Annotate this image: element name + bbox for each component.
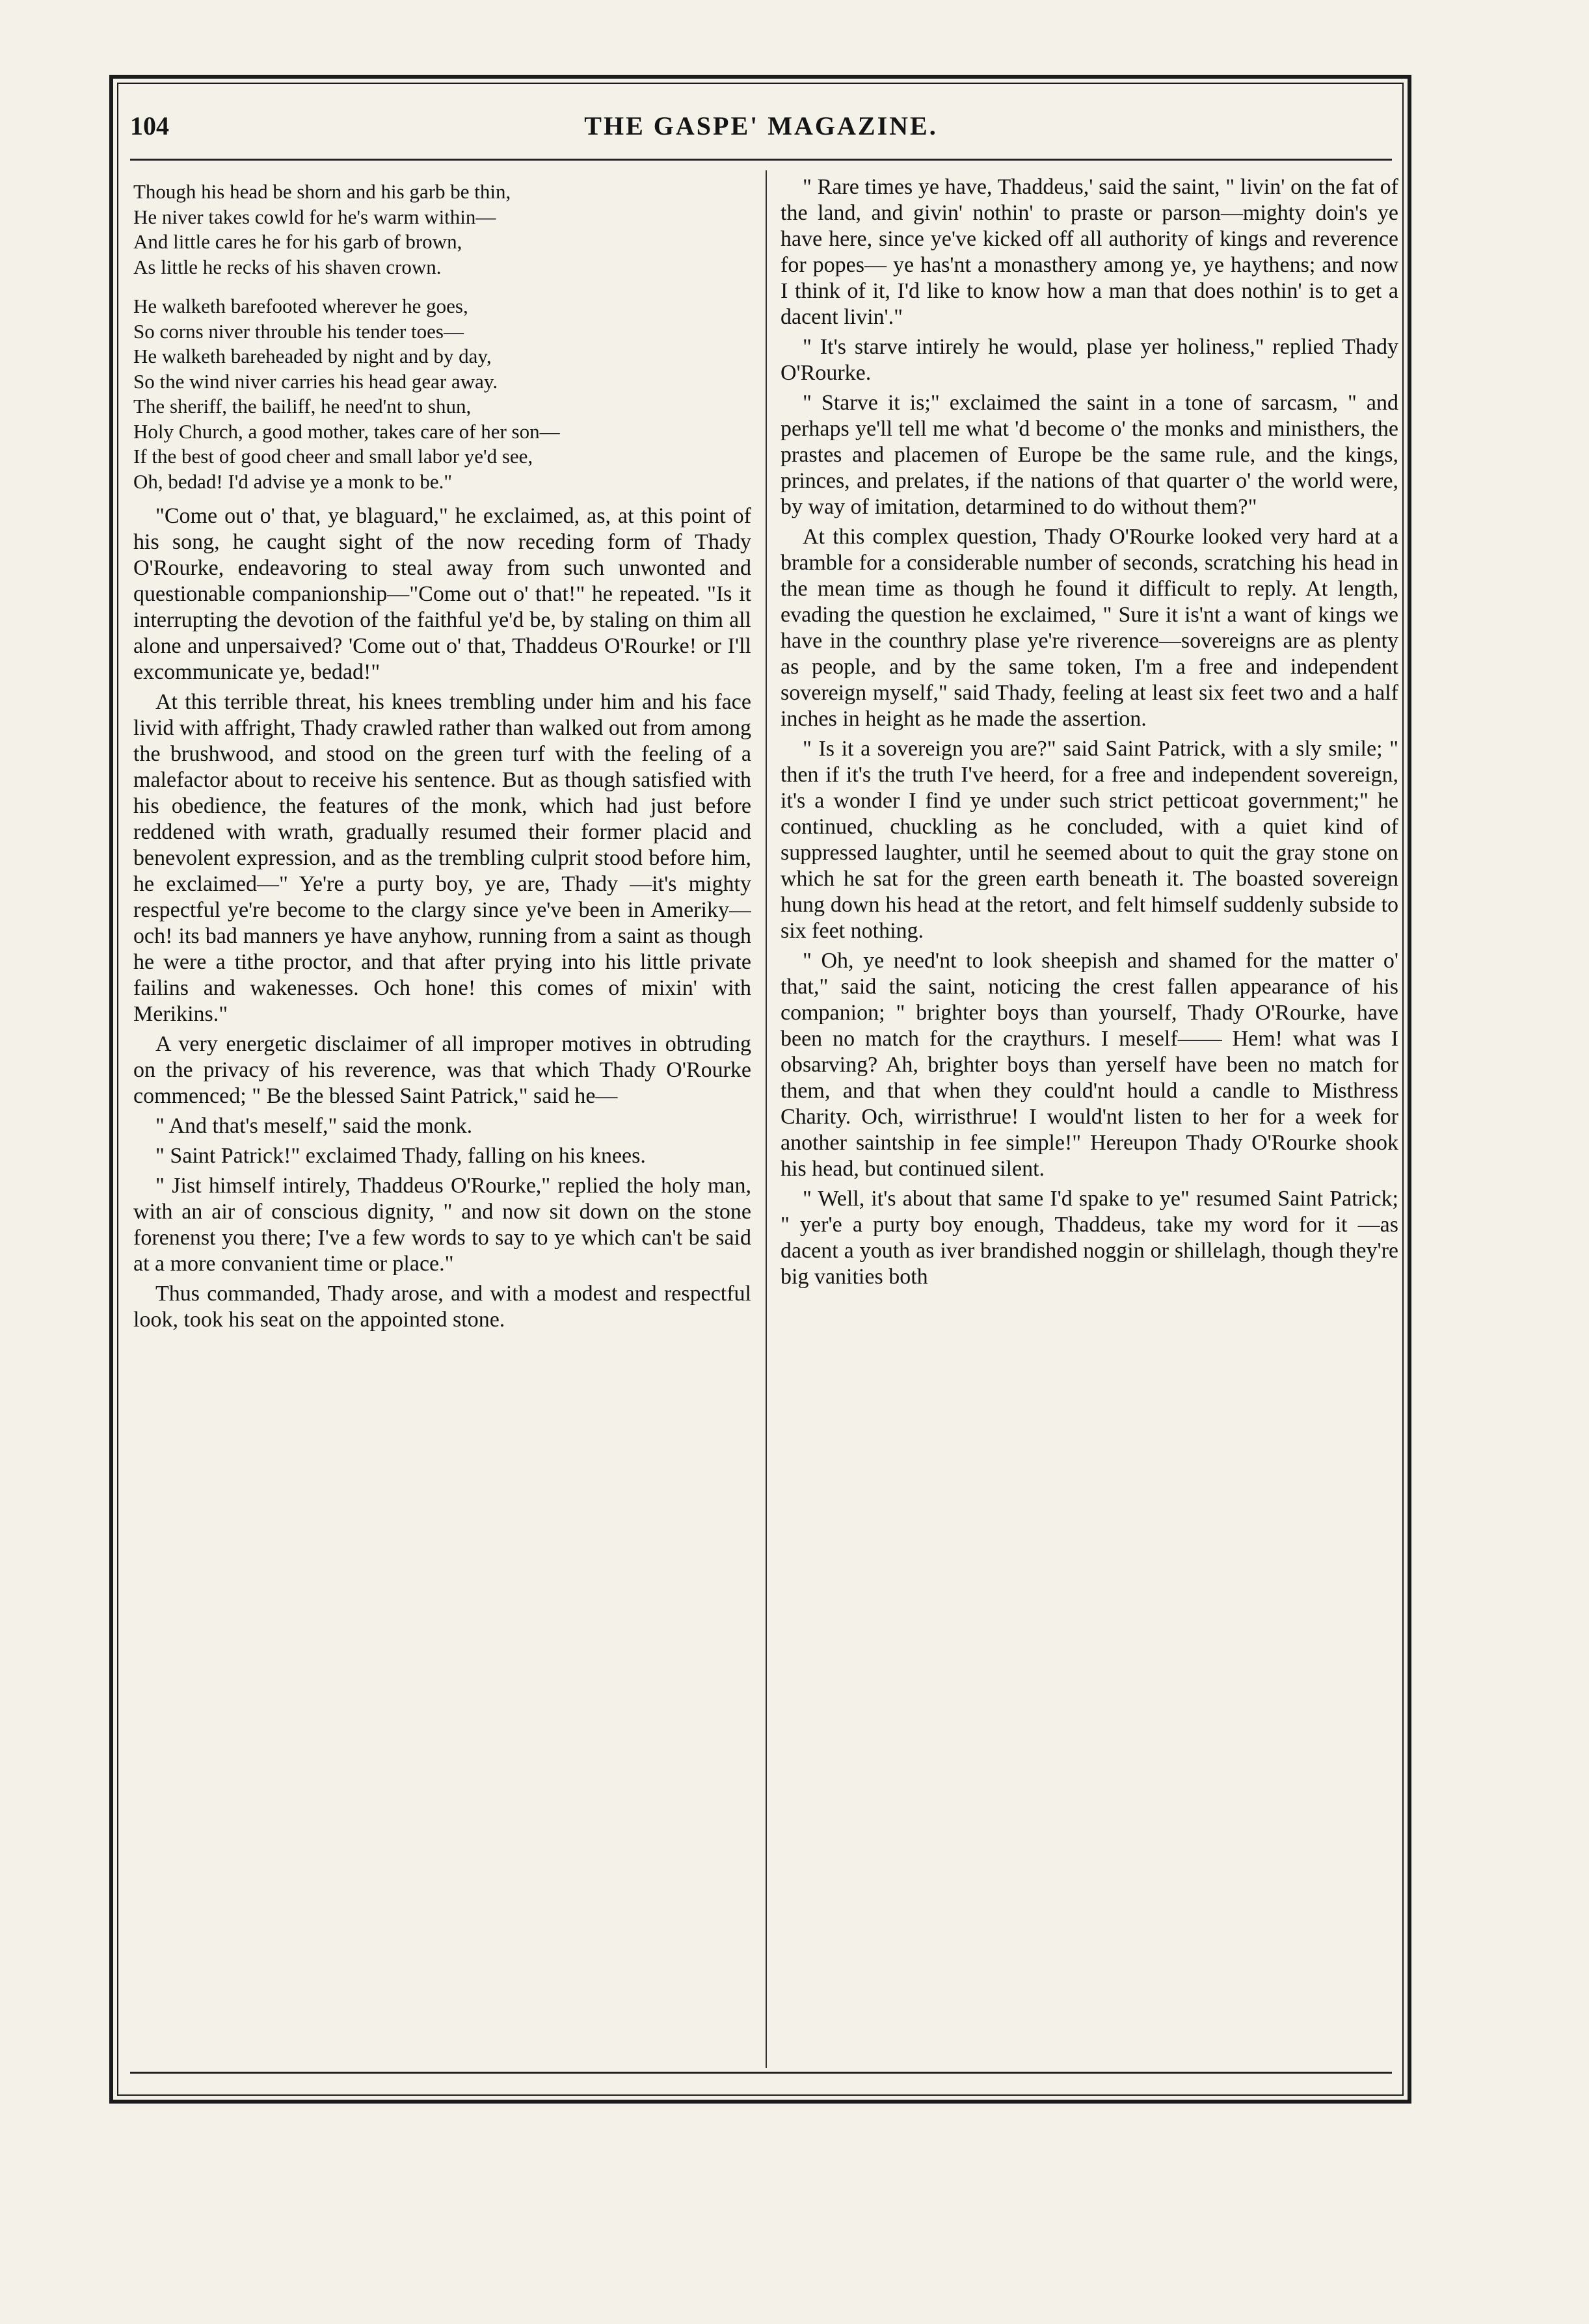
verse-line: As little he recks of his shaven crown. <box>133 255 442 278</box>
page-number: 104 <box>130 111 169 140</box>
paragraph: " And that's meself," said the monk. <box>155 1114 473 1138</box>
verse-line: So corns niver throuble his tender toes— <box>133 319 464 343</box>
verse-line: He niver takes cowld for he's warm within— <box>133 205 496 228</box>
paragraph: " It's starve intirely he would, plase yer holiness," replied Thady O'Rourke. <box>781 335 1398 385</box>
paragraph: " Rare times ye have, Thaddeus,' said the saint, " livin' on the fat of the land, and givin' nothin' to praste or parson—mighty doin's ye have here, since ye've kicked off all authority of kings and reverence for popes— ye has'nt a monasthery among ye, ye haythens; and now I think of it, I'd like to know how a man that does nothin' is to get a dacent livin'." <box>781 175 1398 329</box>
left-column <box>133 174 751 2060</box>
paragraph: At this complex question, Thady O'Rourke looked very hard at a bramble for a considerable number of seconds, scratching his head in the mean time as though he found it difficult to reply. At length, evading the question he exclaimed, " Sure it is'nt a want of kings we have in the counthry plase ye're riverence—sovereigns are as plenty as people, and by the same token, I'm a free and independent sovereign myself," said Thady, feeling at least six feet two and a half inches in height as he made the assertion. <box>781 525 1398 731</box>
paragraph: " Saint Patrick!" exclaimed Thady, falling on his knees. <box>155 1144 646 1168</box>
paragraph: Thus commanded, Thady arose, and with a modest and respectful look, took his seat on the appointed stone. <box>133 1282 751 1332</box>
paragraph: " Jist himself intirely, Thaddeus O'Rourke," replied the holy man, with an air of conscious dignity, " and now sit down on the stone forenenst you there; I've a few words to say to ye which can't be said at a more convanient time or place." <box>133 1174 751 1276</box>
verse-line: Oh, bedad! I'd advise ye a monk to be." <box>133 469 452 493</box>
verse-line: He walketh barefooted wherever he goes, <box>133 295 468 317</box>
right-column <box>781 174 1398 2060</box>
paragraph: "Come out o' that, ye blaguard," he exclaimed, as, at this point of his song, he caught sight of the now receding form of Thady O'Rourke, endeavoring to steal away from such unwonted and questionable companionship—"Come out o' that!" he repeated. "Is it interrupting the devotion of the faithful ye'd be, by staling on thim all alone and unpersaived? 'Come out o' that, Thaddeus O'Rourke! or I'll excommunicate ye, bedad!" <box>133 504 751 684</box>
verse-line: Holy Church, a good mother, takes care of her son— <box>133 419 560 443</box>
paragraph: " Starve it is;" exclaimed the saint in a tone of sarcasm, " and perhaps ye'll tell me what 'd become o' the monks and ministhers, the prastes and placemen of Europe be the same rule, and the kings, princes, and prelates, if the nations of that quarter o' the world were, by way of imitation, detarmined to do without them?" <box>781 391 1398 519</box>
verse-line: The sheriff, the bailiff, he need'nt to shun, <box>133 395 472 417</box>
paragraph: " Oh, ye need'nt to look sheepish and shamed for the matter o' that," said the saint, noticing the crest fallen appearance of his companion; " brighter boys than yourself, Thady O'Rourke, have been no match for the craythurs. I meself—— Hem! what was I obsarving? Ah, brighter boys than yerself have been no match for them, and that when they could'nt hould a candle to Misthress Charity. Och, wirristhrue! I would'nt listen to her for a week for another saintship in fee simple!" Hereupon Thady O'Rourke shook his head, but continued silent. <box>781 949 1398 1181</box>
bottom-rule <box>130 2072 1392 2074</box>
verse-line: And little cares he for his garb of brown, <box>133 230 462 253</box>
verse-line: If the best of good cheer and small labor ye'd see, <box>133 445 533 468</box>
verse-line: Though his head be shorn and his garb be thin, <box>133 180 511 203</box>
song-verse <box>133 179 751 494</box>
paragraph: " Well, it's about that same I'd spake to ye" resumed Saint Patrick; " yer'e a purty boy enough, Thaddeus, take my word for it —as dacent a youth as iver brandished noggin or shillelagh, though they're big vanities both <box>781 1187 1398 1289</box>
page-header <box>130 111 1392 150</box>
stanza-gap <box>133 280 751 294</box>
verse-line: So the wind niver carries his head gear away. <box>133 369 498 393</box>
verse-line: He walketh bareheaded by night and by day, <box>133 345 492 367</box>
column-rule <box>766 170 767 2068</box>
running-title: THE GASPE' MAGAZINE. <box>584 111 938 140</box>
paragraph: At this terrible threat, his knees trembling under him and his face livid with affright, Thady crawled rather than walked out from among the brushwood, and stood on the green turf with the feeling of a malefactor about to receive his sentence. But as though satisfied with his obedience, the features of the monk, which had just before reddened with wrath, gradually resumed their former placid and benevolent expression, and as the trembling culprit stood before him, he exclaimed—" Ye're a purty boy, ye are, Thady —it's mighty respectful ye're become to the clargy since ye've been in Ameriky—och! its bad manners ye have anyhow, running from a saint as though he were a tithe proctor, and that after prying into his little private failins and wakenesses. Och hone! this comes of mixin' with Merikins." <box>133 690 751 1026</box>
paragraph: " Is it a sovereign you are?" said Saint Patrick, with a sly smile; " then if it's the truth I've heerd, for a free and independent sovereign, it's a wonder I find ye under such strict petticoat government;" he continued, chuckling as he concluded, with a quiet kind of suppressed laughter, until he seemed about to quit the gray stone on which he sat for the green earth beneath it. The boasted sovereign hung down his head at the retort, and felt himself suddenly subside to six feet nothing. <box>781 737 1398 943</box>
header-rule <box>130 159 1392 161</box>
paragraph: A very energetic disclaimer of all improper motives in obtruding on the privacy of his reverence, was that which Thady O'Rourke commenced; " Be the blessed Saint Patrick," said he— <box>133 1032 751 1108</box>
